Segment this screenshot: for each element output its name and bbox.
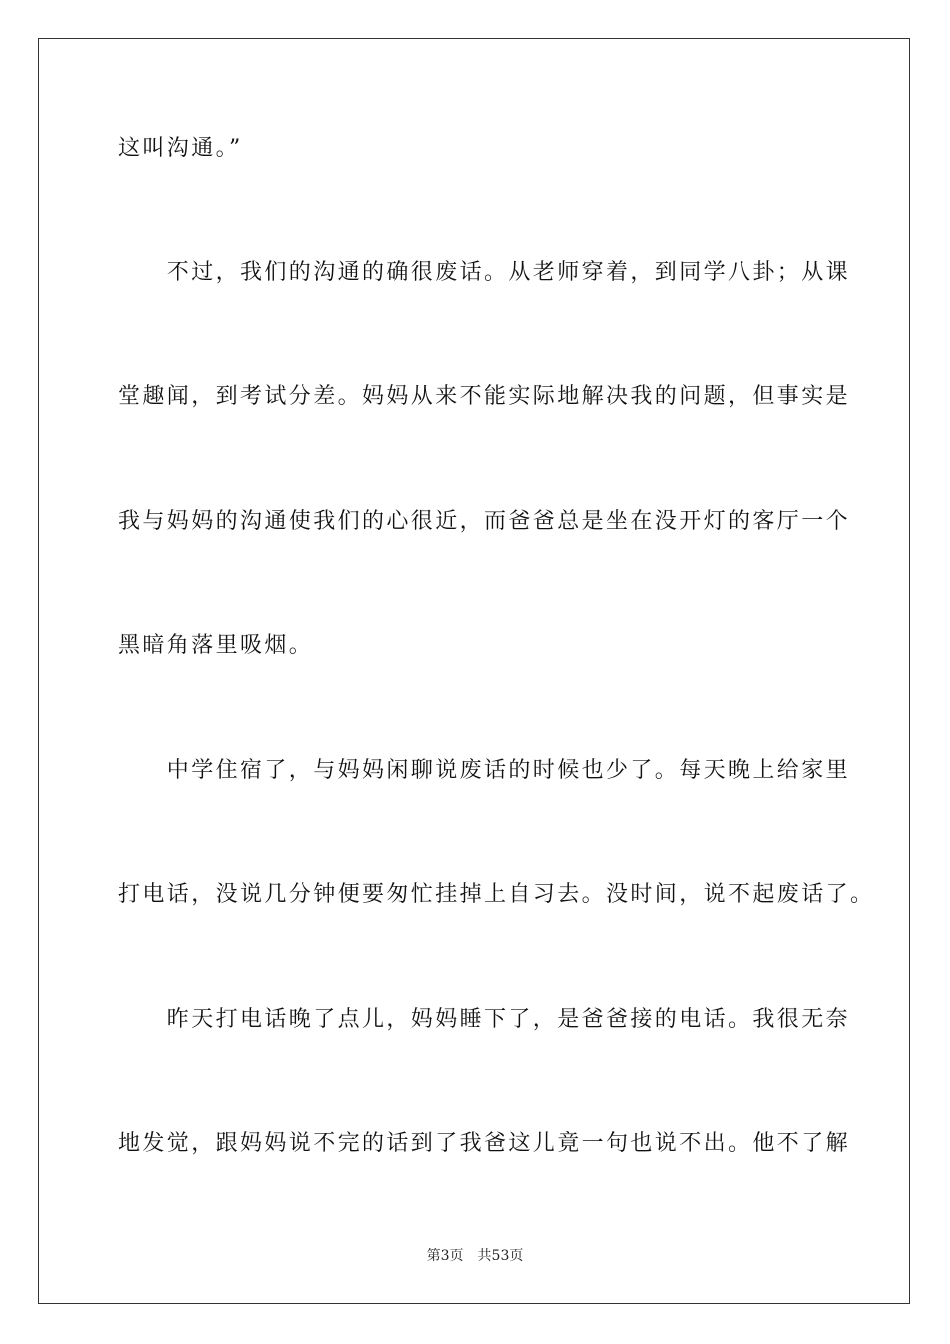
text-line-3: 堂趣闻，到考试分差。妈妈从来不能实际地解决我的问题，但事实是 xyxy=(118,384,851,409)
page-border xyxy=(38,38,910,1304)
page-total: 共53页 xyxy=(477,1248,524,1264)
text-line-2: 不过，我们的沟通的确很废话。从老师穿着，到同学八卦；从课 xyxy=(118,260,851,285)
text-line-9: 地发觉，跟妈妈说不完的话到了我爸这儿竟一句也说不出。他不了解 xyxy=(118,1131,851,1156)
page-number: 第3页 xyxy=(426,1248,464,1264)
text-line-4: 我与妈妈的沟通使我们的心很近，而爸爸总是坐在没开灯的客厅一个 xyxy=(118,509,851,534)
text-line-8: 昨天打电话晚了点儿，妈妈睡下了，是爸爸接的电话。我很无奈 xyxy=(118,1007,851,1032)
page-footer xyxy=(0,1246,950,1266)
text-line-5: 黑暗角落里吸烟。 xyxy=(118,633,314,658)
text-line-1: 这叫沟通。” xyxy=(118,136,243,161)
text-line-6: 中学住宿了，与妈妈闲聊说废话的时候也少了。每天晚上给家里 xyxy=(118,758,851,783)
text-line-7: 打电话，没说几分钟便要匆忙挂掉上自习去。没时间，说不起废话了。 xyxy=(118,882,875,907)
